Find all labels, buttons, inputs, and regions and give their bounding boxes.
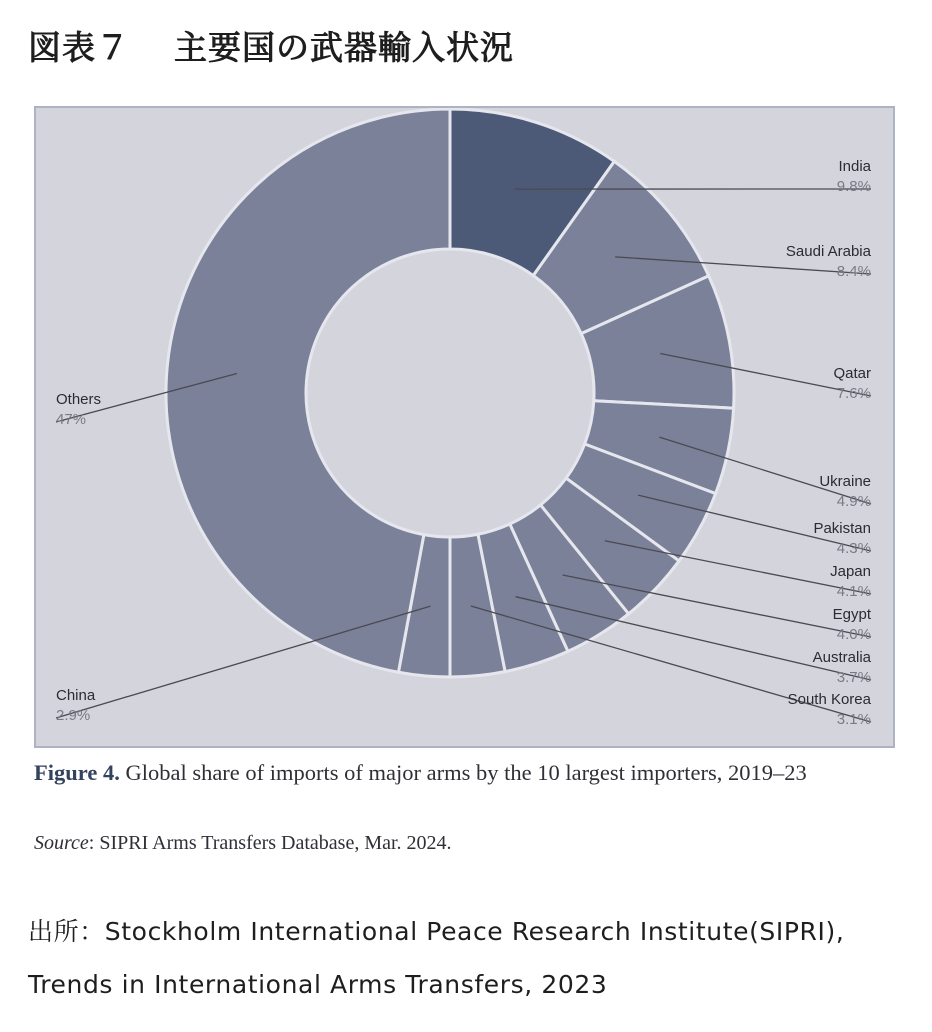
value-label-egypt: 4.0%	[836, 626, 871, 643]
source-label: Source	[34, 832, 89, 854]
chart-panel	[34, 106, 895, 748]
value-label-india: 9.8%	[836, 178, 871, 195]
source-credit: 出所：Stockholm International Peace Research Institute(SIPRI), Trends in International Arms Transfers, 2023	[28, 917, 845, 999]
label-japan: Japan	[830, 563, 871, 580]
value-label-ukraine: 4.9%	[836, 493, 871, 510]
label-saudi-arabia: Saudi Arabia	[785, 243, 871, 260]
value-label-saudi-arabia: 8.4%	[836, 263, 871, 280]
source-text: : SIPRI Arms Transfers Database, Mar. 2024.	[88, 832, 452, 854]
value-label-china: 2.9%	[56, 707, 91, 724]
page-title	[28, 22, 514, 69]
value-label-qatar: 7.6%	[836, 385, 871, 402]
page-title-text: 主要国の武器輸入状況	[174, 28, 514, 67]
figure-caption-label: Figure 4.	[34, 760, 120, 785]
value-label-others: 47%	[56, 411, 87, 428]
value-label-japan: 4.1%	[836, 583, 871, 600]
slice-others	[166, 109, 450, 672]
label-others: Others	[56, 391, 102, 408]
value-label-south-korea: 3.1%	[836, 711, 871, 728]
figure-number: 図表７	[28, 28, 130, 67]
label-australia: Australia	[812, 649, 871, 666]
label-egypt: Egypt	[832, 606, 871, 623]
label-china: China	[56, 687, 96, 704]
label-south-korea: South Korea	[787, 691, 871, 708]
figure-caption-text: Global share of imports of major arms by the 10 largest importers, 2019–23	[125, 760, 807, 785]
value-label-pakistan: 4.3%	[836, 540, 871, 557]
figure-caption	[34, 758, 894, 788]
donut-chart	[36, 108, 897, 750]
value-label-australia: 3.7%	[836, 669, 871, 686]
label-qatar: Qatar	[833, 365, 871, 382]
label-ukraine: Ukraine	[819, 473, 871, 490]
label-india: India	[838, 158, 871, 175]
label-pakistan: Pakistan	[813, 520, 871, 537]
figure-source	[34, 832, 452, 855]
